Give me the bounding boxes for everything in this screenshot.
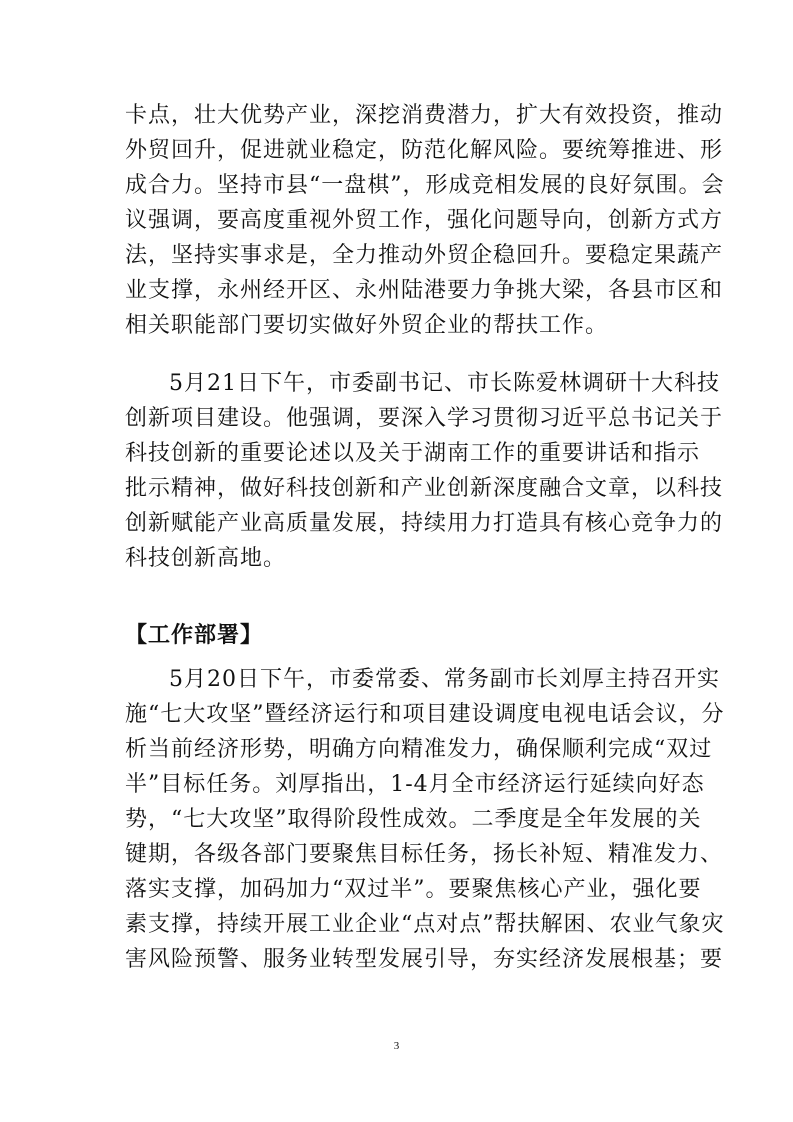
- paragraph-3: [125, 662, 725, 977]
- text-line: 势，“七大攻坚”取得阶段性成效。二季度是全年发展的关: [125, 807, 702, 832]
- text-line: 施“七大攻坚”暨经济运行和项目建设调度电视电话会议，分: [125, 702, 725, 727]
- text-line: 科技创新高地。: [125, 546, 287, 571]
- page-number: 3: [393, 1040, 400, 1052]
- section-heading: 【工作部署】: [125, 622, 264, 648]
- text-line: 落实支撑，加码加力“双过半”。要聚焦核心产业，强化要: [125, 877, 702, 902]
- paragraph-1: [125, 98, 725, 343]
- text-line: 相关职能部门要切实做好外贸企业的帮扶工作。: [125, 313, 609, 338]
- text-line: 半”目标任务。刘厚指出，1-4月全市经济运行延续向好态: [125, 772, 705, 797]
- text-line: 卡点，壮大优势产业，深挖消费潜力，扩大有效投资，推动: [125, 103, 724, 128]
- text-line: 5月20日下午，市委常委、常务副市长刘厚主持召开实: [169, 667, 720, 692]
- text-line: 科技创新的重要论述以及关于湖南工作的重要讲话和指示: [125, 441, 701, 466]
- text-line: 成合力。坚持市县“一盘棋”，形成竞相发展的良好氛围。会: [125, 173, 725, 198]
- paragraph-2: [125, 366, 724, 576]
- text-line: 析当前经济形势，明确方向精准发力，确保顺利完成“双过: [125, 737, 713, 762]
- text-line: 5月21日下午，市委副书记、市长陈爱林调研十大科技: [169, 371, 720, 396]
- section-heading-block: [125, 618, 685, 653]
- text-line: 外贸回升，促进就业稳定，防范化解风险。要统筹推进、形: [125, 138, 724, 163]
- text-line: 议强调，要高度重视外贸工作，强化问题导向，创新方式方: [125, 208, 724, 233]
- text-line: 害风险预警、服务业转型发展引导，夯实经济发展根基；要: [125, 947, 724, 972]
- text-line: 键期，各级各部门要聚焦目标任务，扬长补短、精准发力、: [125, 842, 724, 867]
- text-line: 批示精神，做好科技创新和产业创新深度融合文章，以科技: [125, 476, 724, 501]
- text-line: 素支撑，持续开展工业企业“点对点”帮扶解困、农业气象灾: [125, 912, 725, 937]
- text-line: 业支撑，永州经开区、永州陆港要力争挑大梁，各县市区和: [125, 278, 724, 303]
- text-line: 创新项目建设。他强调，要深入学习贯彻习近平总书记关于: [125, 406, 724, 431]
- text-line: 创新赋能产业高质量发展，持续用力打造具有核心竞争力的: [125, 511, 724, 536]
- text-line: 法，坚持实事求是，全力推动外贸企稳回升。要稳定果蔬产: [125, 243, 724, 268]
